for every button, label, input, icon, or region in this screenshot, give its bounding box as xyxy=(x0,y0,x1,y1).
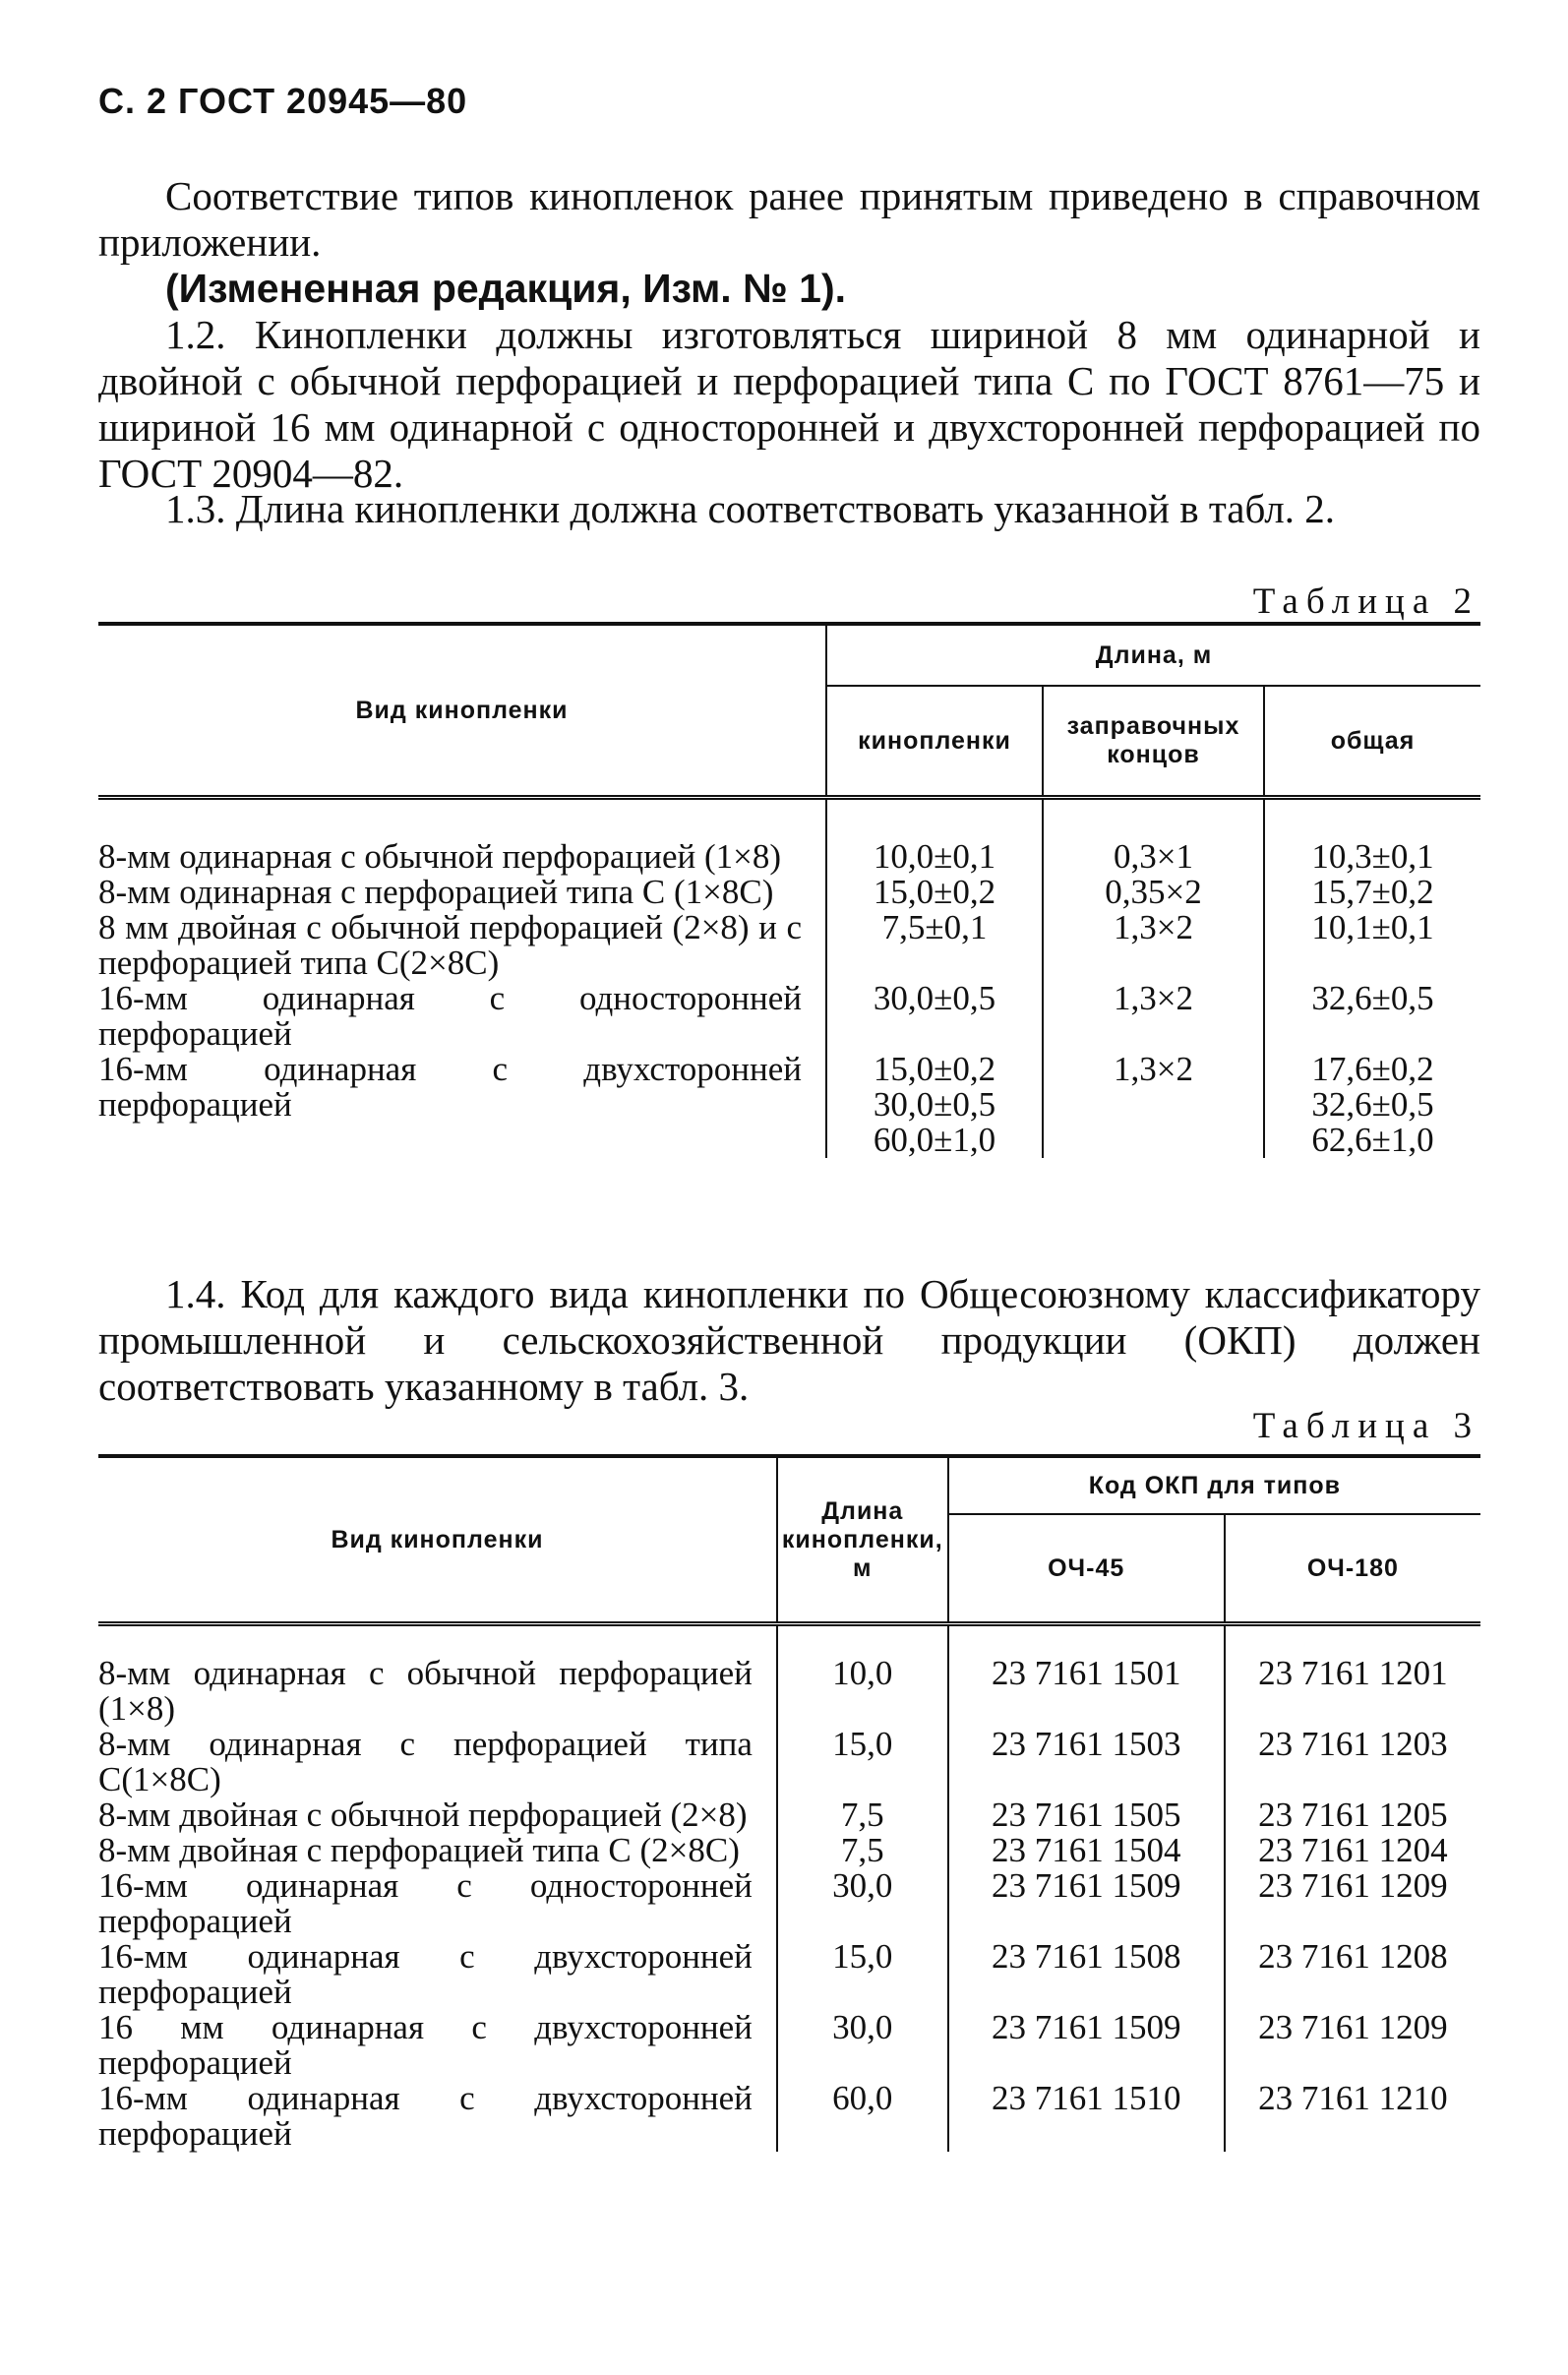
t2-row-5-total2: 32,6±0,5 xyxy=(1311,1085,1434,1124)
t3-row-4-length: 7,5 xyxy=(777,1833,948,1868)
t2-row-5-name: 16-мм одинарная с двухсторонней перфорацией xyxy=(98,1050,802,1124)
t3-row-4-oc180: 23 7161 1204 xyxy=(1225,1833,1480,1868)
table-row xyxy=(98,1868,1480,1939)
t3-row-4-name: 8-мм двойная с перфорацией типа С (2×8С) xyxy=(98,1831,740,1869)
table-row xyxy=(98,1797,1480,1833)
t3-row-6-name: 16-мм одинарная с двухсторонней перфорацией xyxy=(98,1937,753,2011)
t3-row-5-oc180: 23 7161 1209 xyxy=(1225,1868,1480,1939)
table-row xyxy=(98,2081,1480,2152)
t3-row-3-length: 7,5 xyxy=(777,1797,948,1833)
table-row xyxy=(98,1939,1480,2010)
t3-row-8-length: 60,0 xyxy=(777,2081,948,2152)
t3-row-8-oc45: 23 7161 1510 xyxy=(948,2081,1225,2152)
t3-row-1-oc45: 23 7161 1501 xyxy=(948,1656,1225,1727)
t3-row-3-oc45: 23 7161 1505 xyxy=(948,1797,1225,1833)
t2-row-4-total: 32,6±0,5 xyxy=(1264,981,1480,1052)
t3-header-length: Длина кинопленки, м xyxy=(777,1456,948,1624)
t2-row-5-total: 17,6±0,2 xyxy=(1311,1050,1434,1088)
t3-row-5-name: 16-мм одинарная с односторонней перфорацией xyxy=(98,1866,753,1940)
paragraph-1-2-text: 1.2. Кинопленки должны изготовляться шириной 8 мм одинарной и двойной с обычной перфорацией и перфорацией типа С по ГОСТ 8761—75 и шириной 16 мм одинарной с односторонней и двухсторонней перфорацией по ГОСТ 20904—82. xyxy=(98,312,1480,496)
t3-row-5-length: 30,0 xyxy=(777,1868,948,1939)
t2-header-film: кинопленки xyxy=(826,686,1043,798)
t2-row-2-film: 15,0±0,2 xyxy=(826,875,1043,910)
t2-row-3-leader: 1,3×2 xyxy=(1043,910,1264,981)
t3-row-3-oc180: 23 7161 1205 xyxy=(1225,1797,1480,1833)
t3-row-3-name: 8-мм двойная с обычной перфорацией (2×8) xyxy=(98,1796,748,1834)
t2-row-2-total: 15,7±0,2 xyxy=(1264,875,1480,910)
paragraph-edit-note xyxy=(98,266,1480,312)
t2-header-total: общая xyxy=(1264,686,1480,798)
table-3-caption: Таблица 3 xyxy=(1252,1406,1479,1446)
paragraph-1 xyxy=(98,173,1480,266)
t3-row-6-length: 15,0 xyxy=(777,1939,948,2010)
table-row xyxy=(98,1833,1480,1868)
t3-row-7-oc45: 23 7161 1509 xyxy=(948,2010,1225,2081)
t2-row-1-total: 10,3±0,1 xyxy=(1264,839,1480,875)
table-row xyxy=(98,2010,1480,2081)
t3-row-1-oc180: 23 7161 1201 xyxy=(1225,1656,1480,1727)
t3-row-2-oc45: 23 7161 1503 xyxy=(948,1727,1225,1797)
paragraph-1-4 xyxy=(98,1271,1480,1410)
t3-row-2-name: 8-мм одинарная с перфорацией типа С(1×8С) xyxy=(98,1725,753,1798)
t2-header-length: Длина, м xyxy=(826,624,1480,686)
t3-row-1-name: 8-мм одинарная с обычной перфорацией (1×8) xyxy=(98,1654,753,1728)
t2-row-5-leader: 1,3×2 xyxy=(1043,1052,1264,1158)
t2-row-5-film3: 60,0±1,0 xyxy=(873,1121,996,1159)
paragraph-1-text: Соответствие типов кинопленок ранее принятым приведено в справочном приложении. xyxy=(98,173,1480,265)
t3-row-2-length: 15,0 xyxy=(777,1727,948,1797)
t3-row-4-oc45: 23 7161 1504 xyxy=(948,1833,1225,1868)
table-row xyxy=(98,1052,1480,1158)
t2-row-3-film: 7,5±0,1 xyxy=(826,910,1043,981)
t3-header-code: Код ОКП для типов xyxy=(948,1456,1480,1514)
t3-row-7-oc180: 23 7161 1209 xyxy=(1225,2010,1480,2081)
t2-row-5-total-cell xyxy=(1264,1052,1480,1158)
t2-row-2-name: 8-мм одинарная с перфорацией типа С (1×8С) xyxy=(98,873,774,911)
table-2 xyxy=(98,622,1480,1158)
page-header: С. 2 ГОСТ 20945—80 xyxy=(98,81,468,121)
t3-row-2-oc180: 23 7161 1203 xyxy=(1225,1727,1480,1797)
t2-row-1-name: 8-мм одинарная с обычной перфорацией (1×8) xyxy=(98,837,782,876)
paragraph-1-3 xyxy=(98,486,1480,532)
t2-row-5-film-cell xyxy=(826,1052,1043,1158)
t2-header-leader: заправочных концов xyxy=(1043,686,1264,798)
table-row xyxy=(98,910,1480,981)
t3-row-7-length: 30,0 xyxy=(777,2010,948,2081)
t3-header-oc180: ОЧ-180 xyxy=(1225,1514,1480,1624)
t3-header-oc45: ОЧ-45 xyxy=(948,1514,1225,1624)
t2-row-4-name: 16-мм одинарная с односторонней перфорацией xyxy=(98,979,802,1053)
t2-row-4-film: 30,0±0,5 xyxy=(826,981,1043,1052)
t2-header-type: Вид кинопленки xyxy=(98,624,826,798)
edit-note-text: (Измененная редакция, Изм. № 1). xyxy=(165,266,847,311)
t2-row-2-leader: 0,35×2 xyxy=(1043,875,1264,910)
t3-row-6-oc180: 23 7161 1208 xyxy=(1225,1939,1480,2010)
t2-row-1-film: 10,0±0,1 xyxy=(826,839,1043,875)
t2-row-4-leader: 1,3×2 xyxy=(1043,981,1264,1052)
t3-row-7-name: 16 мм одинарная с двухсторонней перфорацией xyxy=(98,2008,753,2082)
t2-row-5-film2: 30,0±0,5 xyxy=(873,1085,996,1124)
t2-row-3-name: 8 мм двойная с обычной перфорацией (2×8) и с перфорацией типа С(2×8С) xyxy=(98,908,802,982)
t3-row-8-oc180: 23 7161 1210 xyxy=(1225,2081,1480,2152)
table-row xyxy=(98,1656,1480,1727)
table-3 xyxy=(98,1454,1480,2152)
table-row xyxy=(98,981,1480,1052)
t2-row-5-film: 15,0±0,2 xyxy=(873,1050,996,1088)
t3-row-8-name: 16-мм одинарная с двухсторонней перфорацией xyxy=(98,2079,753,2153)
t3-row-6-oc45: 23 7161 1508 xyxy=(948,1939,1225,2010)
table-2-caption: Таблица 2 xyxy=(1252,581,1479,622)
t3-row-5-oc45: 23 7161 1509 xyxy=(948,1868,1225,1939)
table-row xyxy=(98,875,1480,910)
t2-row-5-total3: 62,6±1,0 xyxy=(1311,1121,1434,1159)
table-row xyxy=(98,1727,1480,1797)
paragraph-1-3-text: 1.3. Длина кинопленки должна соответствовать указанной в табл. 2. xyxy=(165,486,1336,531)
table-row xyxy=(98,839,1480,875)
t3-row-1-length: 10,0 xyxy=(777,1656,948,1727)
paragraph-1-4-text: 1.4. Код для каждого вида кинопленки по Общесоюзному классификатору промышленной и сельскохозяйственной продукции (ОКП) должен соответствовать указанному в табл. 3. xyxy=(98,1271,1480,1409)
paragraph-1-2 xyxy=(98,312,1480,497)
t3-header-type: Вид кинопленки xyxy=(98,1456,777,1624)
t2-row-3-total: 10,1±0,1 xyxy=(1264,910,1480,981)
t2-row-1-leader: 0,3×1 xyxy=(1043,839,1264,875)
